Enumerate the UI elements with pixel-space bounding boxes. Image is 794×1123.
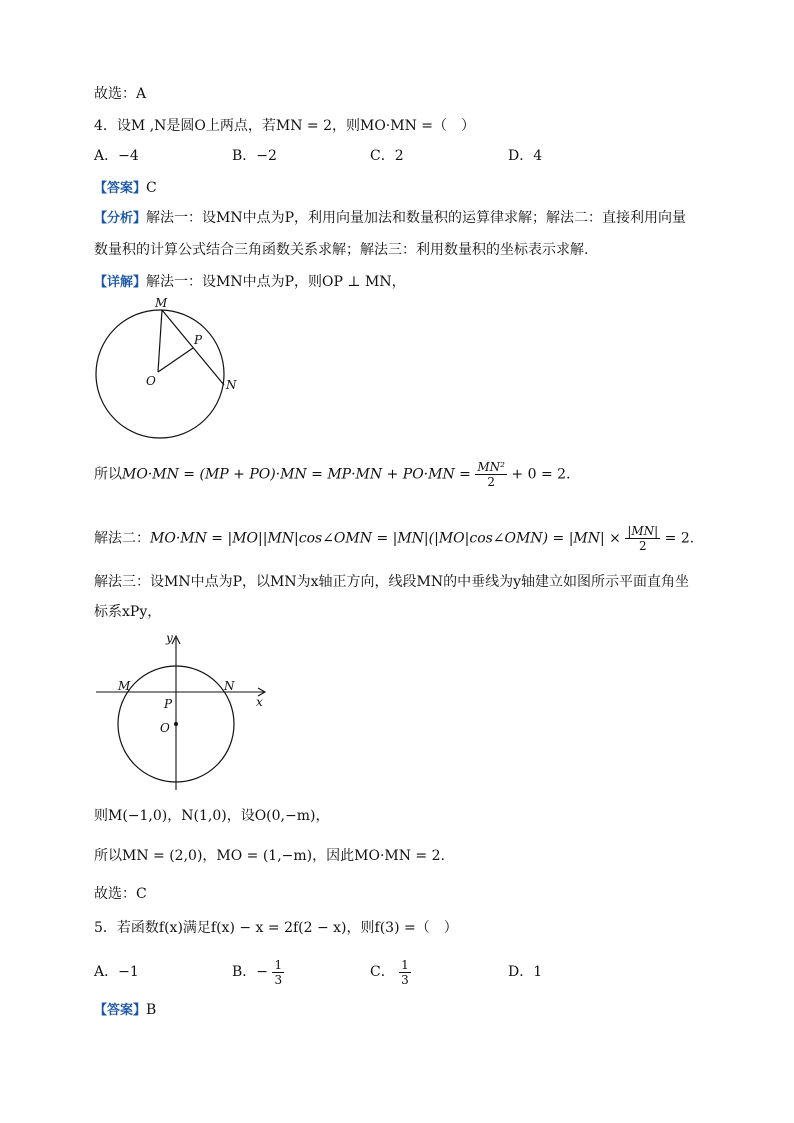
method-1-fraction xyxy=(475,460,507,489)
q4-answer-row xyxy=(94,178,157,199)
q5-option-b xyxy=(232,952,284,992)
q5-option-c-den: 3 xyxy=(401,972,409,987)
q5-option-b-prefix: B．− xyxy=(232,964,269,980)
chord-mn xyxy=(162,310,224,385)
detail-text-1: 解法一：设MN中点为P，则OP ⊥ MN， xyxy=(146,274,406,290)
label-m-coord: M xyxy=(118,679,131,693)
label-o: O xyxy=(146,374,156,388)
q5-option-c-num: 1 xyxy=(401,957,409,972)
segment-op xyxy=(158,348,193,372)
answer-tag: 【答案】 xyxy=(94,181,147,196)
q5-option-d: D．1 xyxy=(508,964,543,980)
q4-option-d: D．4 xyxy=(508,148,543,164)
analysis-text-1: 解法一：设MN中点为P，利用向量加法和数量积的运算律求解；解法二：直接利用向量 xyxy=(146,210,687,226)
label-n-coord: N xyxy=(224,679,235,693)
q5-option-c-prefix: C． xyxy=(370,964,395,980)
label-o-coord: O xyxy=(160,721,170,735)
q4-analysis-line-2: 数量积的计算公式结合三角函数关系求解；解法三：利用数量积的坐标表示求解. xyxy=(94,242,589,258)
coords-line: 则M(−1,0)，N(1,0)，设O(0,−m)， xyxy=(94,808,330,824)
label-p: P xyxy=(194,333,203,347)
detail-tag: 【详解】 xyxy=(94,275,147,290)
q5-option-b-num: 1 xyxy=(274,957,283,972)
label-m: M xyxy=(155,296,168,310)
method-3-line-2: 标系xPy， xyxy=(94,604,162,620)
q4-option-b: B．−2 xyxy=(232,148,277,164)
previous-answer: 故选：A xyxy=(94,86,147,102)
label-n: N xyxy=(226,378,237,392)
method-2-expression: MO·MN = |MO||MN|cos∠OMN = |MN|(|MO|cos∠OMN) = |MN| × xyxy=(150,530,621,547)
q5-option-c xyxy=(370,952,411,992)
q4-analysis-line-1 xyxy=(94,208,686,229)
q5-option-a: A．−1 xyxy=(94,964,139,980)
q5-answer-tag: 【答案】 xyxy=(94,1003,147,1018)
center-o-dot xyxy=(174,722,178,726)
analysis-tag: 【分析】 xyxy=(94,211,147,226)
method-2-equation xyxy=(94,524,694,553)
method-1-tail: + 0 = 2. xyxy=(511,466,571,483)
method-1-frac-den: 2 xyxy=(487,475,495,489)
q5-option-b-den: 3 xyxy=(274,972,283,987)
method-1-frac-num: MN² xyxy=(477,460,505,474)
question-4-stem: 4．设M ,N是圆O上两点，若MN = 2，则MO·MN =（ ） xyxy=(94,118,476,134)
method-2-prefix: 解法二： xyxy=(94,530,150,547)
q5-answer-row xyxy=(94,1000,156,1021)
method-3-line-1: 解法三：设MN中点为P，以MN为x轴正方向，线段MN的中垂线为y轴建立如图所示平面直角坐 xyxy=(94,574,689,590)
method-2-tail: = 2. xyxy=(664,530,695,547)
label-p-coord: P xyxy=(164,697,173,711)
q4-detail-line-1 xyxy=(94,272,406,293)
question-5-stem: 5．若函数f(x)满足f(x) − x = 2f(2 − x)，则f(3) =（ ） xyxy=(94,920,458,936)
q5-answer-value: B xyxy=(146,1002,157,1018)
circle-figure-1 xyxy=(90,292,250,442)
label-x: x xyxy=(256,695,263,709)
q4-final-answer: 故选：C xyxy=(94,886,147,902)
coordinate-figure xyxy=(92,630,272,792)
q5-option-c-fraction xyxy=(399,958,411,987)
method-1-equation xyxy=(94,460,570,489)
q4-option-a: A．−4 xyxy=(94,148,139,164)
answer-value: C xyxy=(146,180,157,196)
label-y: y xyxy=(166,631,173,645)
circle-o-outline xyxy=(96,310,224,438)
method-2-frac-den: 2 xyxy=(638,539,647,553)
method-1-prefix: 所以 xyxy=(94,466,122,483)
method-2-fraction xyxy=(625,524,660,553)
method-1-expression: MO·MN = (MP + PO)·MN = MP·MN + PO·MN = xyxy=(122,466,471,483)
q4-option-c: C．2 xyxy=(370,148,404,164)
vectors-line: 所以MN = (2,0)，MO = (1,−m)，因此MO·MN = 2. xyxy=(94,848,445,864)
method-2-frac-num: |MN| xyxy=(627,524,659,538)
q5-option-b-fraction xyxy=(272,958,284,987)
segment-om xyxy=(158,310,162,372)
